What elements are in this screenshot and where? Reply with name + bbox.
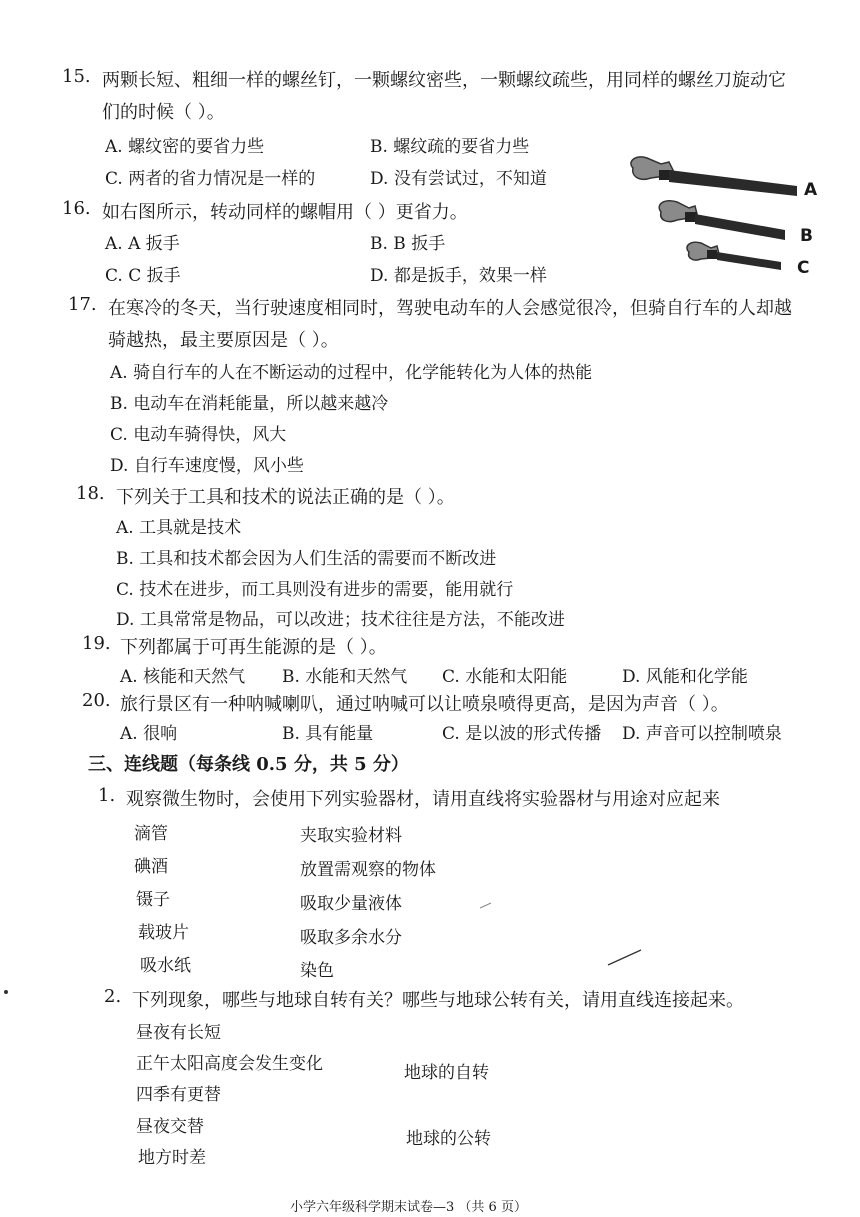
m2-right-item-2: 地球的公转 [406,1129,491,1149]
q18-stem-line1: 下列关于工具和技术的说法正确的是（ ）。 [116,487,455,508]
wrench-b-label: B [800,226,813,246]
q18-option-a: A. 工具就是技术 [116,518,242,538]
m1-prompt: 观察微生物时，会使用下列实验器材，请用直线将实验器材与用途对应起来 [126,789,720,810]
m2-number: 2. [104,986,122,1007]
m1-left-item-2: 碘酒 [134,857,168,877]
q20-stem-line1: 旅行景区有一种呐喊喇叭，通过呐喊可以让喷泉喷得更高，是因为声音（ ）。 [120,694,729,715]
q20-option-a: A. 很响 [120,724,178,744]
m2-left-item-1: 昼夜有长短 [136,1023,221,1043]
q17-stem-line2: 骑越热，最主要原因是（ ）。 [108,330,339,351]
q15-number: 15. [62,66,91,87]
m2-left-item-4: 昼夜交替 [136,1117,204,1137]
q16-number: 16. [62,198,91,219]
q17-stem-line1: 在寒冷的冬天，当行驶速度相同时，驾驶电动车的人会感觉很冷，但骑自行车的人却越 [108,298,792,319]
q17-number: 17. [68,294,97,315]
wrench-a-icon [631,157,797,196]
m1-left-item-3: 镊子 [136,890,170,910]
q20-option-b: B. 具有能量 [282,724,374,744]
m1-right-item-3: 吸取少量液体 [300,894,402,914]
page-footer: 小学六年级科学期末试卷—3 （共 6 页） [290,1200,527,1215]
q19-number: 19. [82,633,111,654]
pencil-mark-small [478,900,494,910]
q16-option-d: D. 都是扳手，效果一样 [370,266,547,286]
q15-option-a: A. 螺纹密的要省力些 [105,137,265,157]
m1-right-item-2: 放置需观察的物体 [300,860,436,880]
q15-stem-line1: 两颗长短、粗细一样的螺丝钉，一颗螺纹密些，一颗螺纹疏些，用同样的螺丝刀旋动它 [102,70,786,91]
q16-option-a: A. A 扳手 [105,234,180,254]
margin-dot [4,990,8,994]
q17-option-a: A. 骑自行车的人在不断运动的过程中，化学能转化为人体的热能 [110,363,593,383]
m2-left-item-3: 四季有更替 [136,1085,221,1105]
q18-option-d: D. 工具常常是物品，可以改进；技术往往是方法，不能改进 [116,610,565,630]
q15-option-b: B. 螺纹疏的要省力些 [370,137,530,157]
q20-option-c: C. 是以波的形式传播 [442,724,602,744]
m1-left-item-5: 吸水纸 [140,956,191,976]
q19-option-a: A. 核能和天然气 [120,667,246,687]
section3-title: 三、连线题（每条线 0.5 分，共 5 分） [88,754,409,775]
q17-option-d: D. 自行车速度慢，风小些 [110,456,304,476]
wrench-a-label: A [804,180,818,200]
q15-option-d: D. 没有尝试过，不知道 [370,169,547,189]
m1-right-item-5: 染色 [300,961,334,981]
q20-option-d: D. 声音可以控制喷泉 [622,724,782,744]
q18-number: 18. [76,483,105,504]
m2-left-item-5: 地方时差 [138,1148,206,1168]
wrench-b-icon [659,201,785,240]
m1-left-item-1: 滴管 [134,824,168,844]
q17-option-b: B. 电动车在消耗能量，所以越来越冷 [110,394,389,414]
q19-stem-line1: 下列都属于可再生能源的是（ ）。 [120,637,387,658]
q15-stem-line2: 们的时候（ ）。 [102,102,225,123]
m1-left-item-4: 载玻片 [138,923,189,943]
wrench-c-label: C [797,258,810,278]
wrench-figure [625,152,825,282]
m2-prompt: 下列现象，哪些与地球自转有关？哪些与地球公转有关，请用直线连接起来。 [132,990,744,1011]
pencil-mark [605,945,645,970]
wrench-c-icon [687,242,781,270]
q18-option-b: B. 工具和技术都会因为人们生活的需要而不断改进 [116,549,497,569]
q15-option-c: C. 两者的省力情况是一样的 [105,169,316,189]
q18-option-c: C. 技术在进步，而工具则没有进步的需要，能用就行 [116,580,514,600]
q16-stem-line1: 如右图所示，转动同样的螺帽用（ ）更省力。 [102,202,468,223]
m2-right-item-1: 地球的自转 [404,1063,489,1083]
q17-option-c: C. 电动车骑得快，风大 [110,425,287,445]
q19-option-b: B. 水能和天然气 [282,667,408,687]
q16-option-b: B. B 扳手 [370,234,446,254]
m1-right-item-1: 夹取实验材料 [300,826,402,846]
m2-left-item-2: 正午太阳高度会发生变化 [136,1054,323,1074]
q20-number: 20. [82,690,111,711]
m1-right-item-4: 吸取多余水分 [300,928,402,948]
q19-option-d: D. 风能和化学能 [622,667,748,687]
q16-option-c: C. C 扳手 [105,266,181,286]
q19-option-c: C. 水能和太阳能 [442,667,568,687]
m1-number: 1. [98,785,116,806]
